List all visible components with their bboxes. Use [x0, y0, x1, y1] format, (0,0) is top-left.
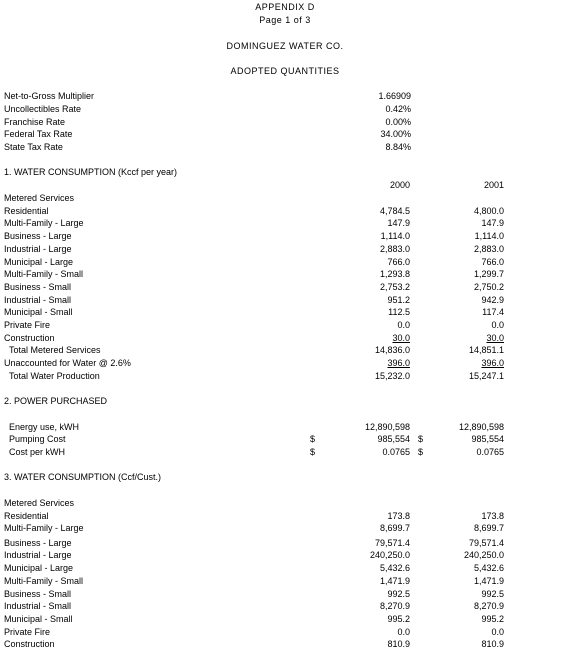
row-label: Municipal - Large [4, 563, 74, 573]
value-2000: 2,883.0 [379, 244, 410, 254]
row-label: Multi-Family - Small [4, 576, 84, 586]
value-2001: 396.0 [481, 358, 504, 368]
row-label: Energy use, kWH [9, 422, 80, 432]
value-2001: 79,571.4 [468, 538, 504, 548]
value-2001: 0.0 [491, 627, 504, 637]
factor-value: 34.00% [380, 129, 411, 139]
row-label: Cost per kWH [9, 447, 66, 457]
value-2001: 5,432.6 [473, 563, 504, 573]
value-2001: 1,471.9 [473, 576, 504, 586]
row-label: Municipal - Small [4, 307, 73, 317]
row-label: Construction [4, 333, 55, 343]
value-2000: 810.9 [387, 639, 410, 649]
value-2000: 1,293.8 [379, 269, 410, 279]
row-label: Municipal - Small [4, 614, 73, 624]
factor-label: Uncollectibles Rate [4, 104, 82, 114]
section-title: 2. POWER PURCHASED [4, 396, 108, 406]
row-label: Industrial - Large [4, 244, 72, 254]
value-2000: 14,836.0 [374, 345, 410, 355]
row-label: Industrial - Small [4, 601, 72, 611]
value-2001: 992.5 [481, 589, 504, 599]
row-label: Business - Large [4, 538, 72, 548]
total-row-label: Total Metered Services [9, 345, 101, 355]
value-2001: 117.4 [482, 307, 504, 317]
row-label: Industrial - Small [4, 295, 72, 305]
row-label: Residential [4, 206, 49, 216]
value-2000: 240,250.0 [369, 550, 410, 560]
row-label: Construction [4, 639, 55, 649]
factor-value: 0.00% [385, 117, 411, 127]
value-2001: 4,800.0 [473, 206, 504, 216]
value-2000: 15,232.0 [374, 371, 410, 381]
factor-label: Net-to-Gross Multiplier [4, 91, 95, 101]
value-2000: 766.0 [387, 257, 410, 267]
value-2001: 2,883.0 [473, 244, 504, 254]
row-label: Business - Large [4, 231, 72, 241]
row-label: Multi-Family - Large [4, 218, 84, 228]
value-2001: 810.9 [481, 639, 504, 649]
page-number: Page 1 of 3 [259, 15, 311, 25]
group-heading: Metered Services [4, 193, 75, 203]
value-2001: 15,247.1 [468, 371, 504, 381]
value-2000: 1,471.9 [379, 576, 410, 586]
value-2001: 12,890,598 [458, 422, 504, 432]
value-2001: 8,270.9 [473, 601, 504, 611]
value-2000: 0.0 [397, 627, 410, 637]
row-label: Business - Small [4, 282, 72, 292]
value-2001: 2,750.2 [473, 282, 504, 292]
value-2000: 12,890,598 [364, 422, 410, 432]
dollar-sign: $ [310, 447, 316, 457]
row-label: Residential [4, 511, 49, 521]
value-2000: 30.0 [392, 333, 410, 343]
group-heading: Metered Services [4, 498, 75, 508]
value-2000: 8,270.9 [379, 601, 410, 611]
value-2000: 985,554 [377, 434, 410, 444]
value-2001: 985,554 [471, 434, 504, 444]
value-2001: 0.0765 [476, 447, 504, 457]
value-2000: 147.9 [387, 218, 410, 228]
value-2001: 240,250.0 [463, 550, 504, 560]
document-subtitle: ADOPTED QUANTITIES [230, 66, 340, 76]
factor-label: State Tax Rate [4, 142, 63, 152]
section-title: 1. WATER CONSUMPTION (Kccf per year) [4, 167, 178, 177]
value-2001: 995.2 [481, 614, 504, 624]
row-label: Multi-Family - Small [4, 269, 84, 279]
value-2000: 2,753.2 [379, 282, 410, 292]
row-label: Pumping Cost [9, 434, 66, 444]
value-2001: 14,851.1 [468, 345, 504, 355]
factor-value: 1.66909 [378, 91, 411, 101]
row-label: Private Fire [4, 627, 51, 637]
value-2001: 0.0 [491, 320, 504, 330]
value-2000: 951.2 [387, 295, 410, 305]
dollar-sign: $ [418, 434, 424, 444]
value-2000: 995.2 [387, 614, 410, 624]
row-label: Municipal - Large [4, 257, 74, 267]
row-label: Private Fire [4, 320, 51, 330]
row-label: Industrial - Large [4, 550, 72, 560]
value-2000: 1,114.0 [380, 231, 410, 241]
value-2000: 112.5 [388, 307, 410, 317]
value-2000: 0.0 [397, 320, 410, 330]
dollar-sign: $ [310, 434, 316, 444]
dollar-sign: $ [418, 447, 424, 457]
section-title: 3. WATER CONSUMPTION (Ccf/Cust.) [4, 472, 162, 482]
column-header-2000: 2000 [389, 180, 410, 190]
company-name: DOMINGUEZ WATER CO. [226, 41, 344, 51]
value-2000: 8,699.7 [379, 523, 410, 533]
value-2001: 1,114.0 [474, 231, 504, 241]
row-label: Unaccounted for Water @ 2.6% [4, 358, 131, 368]
row-label: Business - Small [4, 589, 72, 599]
value-2001: 173.8 [481, 511, 504, 521]
value-2000: 173.8 [387, 511, 410, 521]
factor-label: Federal Tax Rate [4, 129, 73, 139]
value-2000: 992.5 [387, 589, 410, 599]
factor-value: 0.42% [385, 104, 411, 114]
appendix-heading: APPENDIX D [255, 2, 315, 12]
row-label: Multi-Family - Large [4, 523, 84, 533]
value-2000: 396.0 [387, 358, 410, 368]
value-2000: 5,432.6 [379, 563, 410, 573]
value-2000: 4,784.5 [379, 206, 410, 216]
value-2001: 766.0 [481, 257, 504, 267]
value-2001: 8,699.7 [473, 523, 504, 533]
total-row-label: Total Water Production [9, 371, 100, 381]
value-2000: 79,571.4 [374, 538, 410, 548]
column-header-2001: 2001 [483, 180, 504, 190]
value-2001: 147.9 [481, 218, 504, 228]
factor-value: 8.84% [385, 142, 411, 152]
factor-label: Franchise Rate [4, 117, 66, 127]
value-2000: 0.0765 [382, 447, 410, 457]
value-2001: 1,299.7 [473, 269, 504, 279]
value-2001: 942.9 [481, 295, 504, 305]
value-2001: 30.0 [486, 333, 504, 343]
